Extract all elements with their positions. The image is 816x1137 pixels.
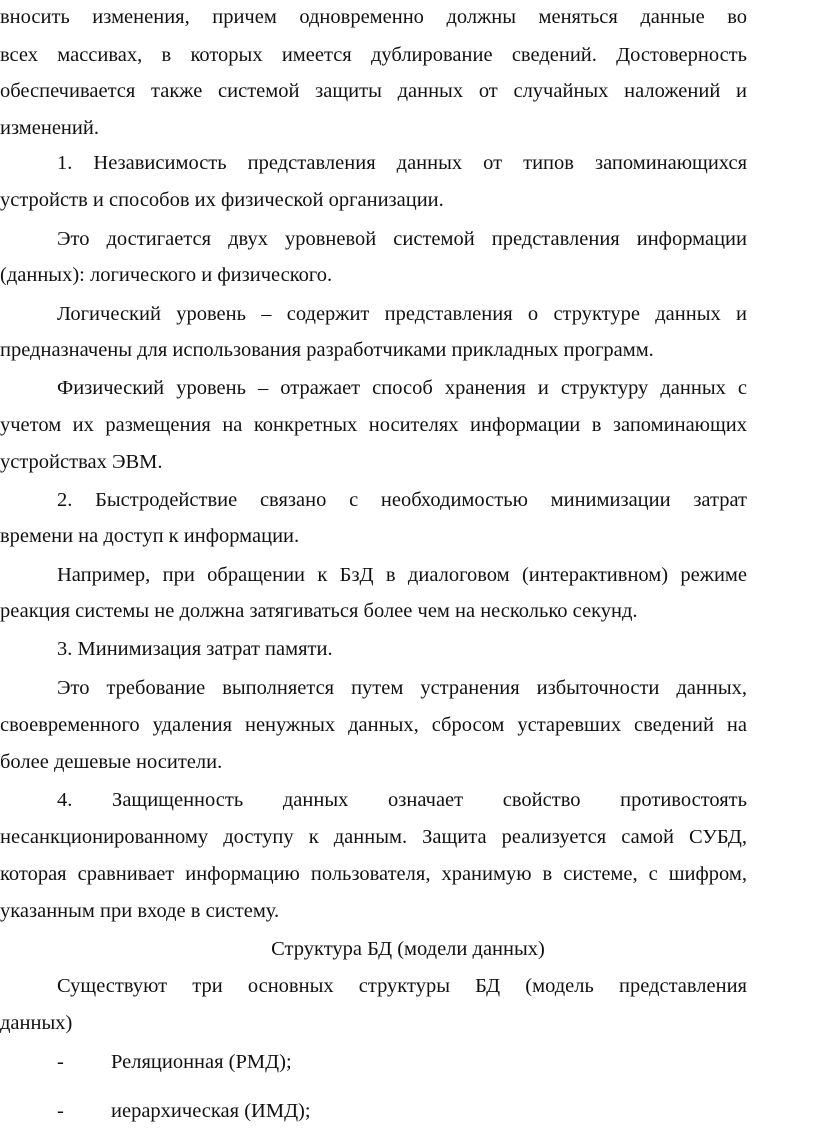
paragraph-first-line: Это достигается двух уровневой системой представления информации (57, 228, 747, 250)
list-heading-2: 2. Быстродействие связано с необходимостью минимизации затрат (57, 489, 747, 511)
paragraph-first-line: Существуют три основных структуры БД (модель представления (57, 975, 747, 997)
text-line: вносить изменения, причем одновременно должны меняться данные во (0, 6, 747, 28)
list-heading-3: 3. Минимизация затрат памяти. (57, 638, 333, 660)
text-line: данных) (0, 1012, 73, 1034)
text-line: времени на доступ к информации. (0, 525, 300, 547)
list-item-marker: - (57, 1051, 64, 1073)
paragraph-first-line: Это требование выполняется путем устранения избыточности данных, (57, 677, 747, 699)
text-line: несанкционированному доступу к данным. Защита реализуется самой СУБД, (0, 826, 747, 848)
text-line: указанным при входе в систему. (0, 900, 280, 922)
text-line: устройствах ЭВМ. (0, 451, 163, 473)
text-line: предназначены для использования разработчиками прикладных программ. (0, 339, 654, 361)
paragraph-first-line: Логический уровень – содержит представления о структуре данных и (57, 303, 747, 325)
text-line: устройств и способов их физической организации. (0, 189, 444, 211)
list-heading-4: 4. Защищенность данных означает свойство противостоять (57, 789, 747, 811)
list-item-text: иерархическая (ИМД); (111, 1100, 311, 1122)
text-line: которая сравнивает информацию пользователя, хранимую в системе, с шифром, (0, 863, 747, 885)
text-line: всех массивах, в которых имеется дублирование сведений. Достоверность (0, 44, 747, 66)
paragraph-first-line: Например, при обращении к БзД в диалоговом (интерактивном) режиме (57, 564, 747, 586)
text-line: обеспечивается также системой защиты данных от случайных наложений и (0, 80, 747, 102)
text-line: реакция системы не должна затягиваться более чем на несколько секунд. (0, 600, 638, 622)
section-heading: Структура БД (модели данных) (271, 938, 545, 960)
list-item-marker: - (57, 1100, 64, 1122)
text-line: (данных): логического и физического. (0, 264, 333, 286)
paragraph-first-line: Физический уровень – отражает способ хранения и структуру данных с (57, 377, 747, 399)
list-heading-1: 1. Независимость представления данных от типов запоминающихся (57, 152, 747, 174)
list-item-text: Реляционная (РМД); (111, 1051, 292, 1073)
text-line: изменений. (0, 117, 99, 139)
text-line: своевременного удаления ненужных данных, сбросом устаревших сведений на (0, 714, 747, 736)
text-line: более дешевые носители. (0, 751, 223, 773)
text-line: учетом их размещения на конкретных носителях информации в запоминающих (0, 414, 747, 436)
